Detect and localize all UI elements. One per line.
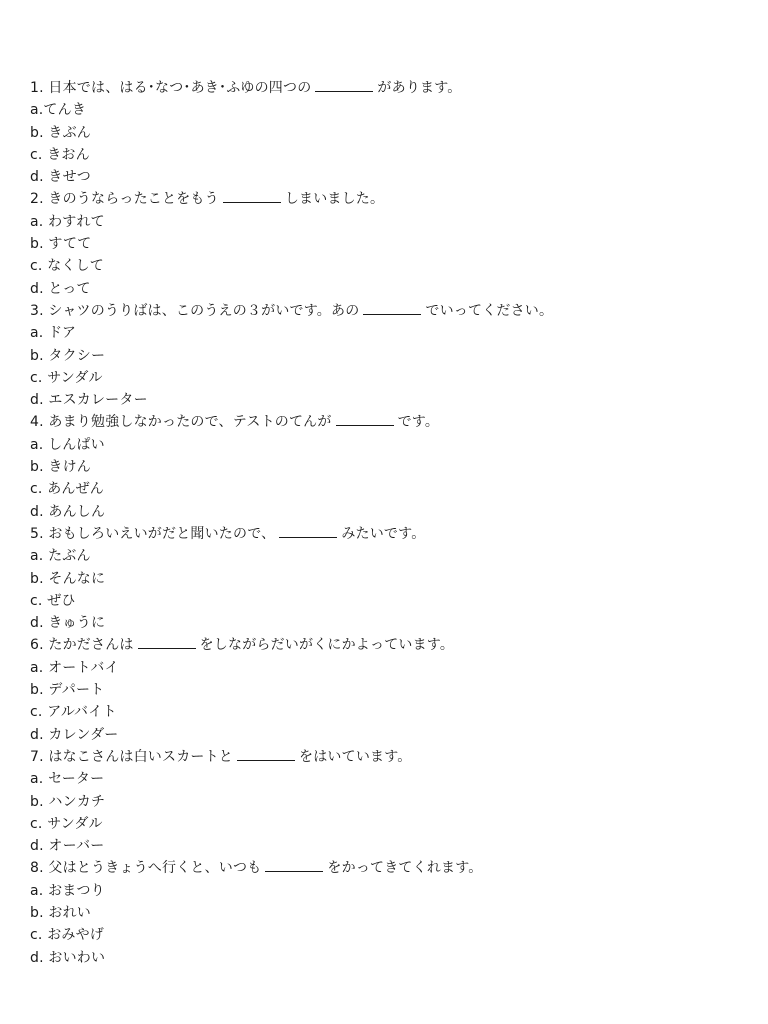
- question-text-before: 6. たかださんは: [30, 637, 134, 654]
- answer-blank: [279, 528, 337, 538]
- answer-option: a. ドア: [30, 325, 77, 342]
- question-text-before: 2. きのうならったことをもう: [30, 191, 219, 208]
- answer-option: c. サンダル: [30, 815, 103, 832]
- answer-option: b. おれい: [30, 904, 91, 921]
- question-stem: [30, 411, 750, 433]
- answer-option: a. しんぱい: [30, 436, 105, 453]
- answer-option: a. おまつり: [30, 882, 105, 899]
- question-text-before: 8. 父はとうきょうへ行くと、いつも: [30, 860, 262, 877]
- question-text-before: 1. 日本では、はる･なつ･あき･ふゆの四つの: [30, 80, 312, 96]
- answer-option: d. とって: [30, 280, 91, 297]
- answer-blank: [223, 193, 281, 203]
- question-stem: [30, 857, 750, 879]
- answer-blank: [336, 416, 394, 426]
- answer-option: a.てんき: [30, 102, 87, 119]
- answer-option: c. きおん: [30, 146, 90, 163]
- answer-option: d. オーバー: [30, 838, 105, 855]
- question-stem: [30, 300, 750, 322]
- question-text-after: をしながらだいがくにかよっています。: [199, 637, 455, 654]
- answer-option: b. デパート: [30, 682, 105, 699]
- answer-option: c. なくして: [30, 258, 104, 275]
- question-text-after: をかってきてくれます。: [327, 860, 483, 877]
- question-stem: [30, 634, 750, 656]
- answer-option: b. すてて: [30, 236, 92, 253]
- question-stem: [30, 746, 750, 768]
- answer-option: c. サンダル: [30, 369, 103, 386]
- answer-option: c. あんぜん: [30, 481, 104, 498]
- answer-option: b. そんなに: [30, 570, 106, 587]
- question-text-before: 3. シャツのうりばは、このうえの３がいです。あの: [30, 302, 360, 319]
- answer-blank: [265, 862, 323, 872]
- answer-option: b. きぶん: [30, 124, 91, 141]
- question-text-before: 4. あまり勉強しなかったので、テストのてんが: [30, 414, 332, 431]
- answer-option: a. オートバイ: [30, 659, 119, 676]
- question-text-after: みたいです。: [341, 525, 426, 542]
- question-text-after: をはいています。: [299, 748, 412, 765]
- answer-option: d. エスカレーター: [30, 392, 148, 409]
- quiz-document: [30, 77, 750, 969]
- answer-option: a. セーター: [30, 771, 105, 788]
- answer-blank: [315, 82, 373, 92]
- answer-option: a. わすれて: [30, 213, 105, 230]
- question-text-before: 5. おもしろいえいがだと聞いたので、: [30, 525, 276, 542]
- answer-blank: [138, 639, 196, 649]
- answer-option: d. きせつ: [30, 169, 91, 186]
- answer-option: b. タクシー: [30, 347, 106, 364]
- answer-option: d. カレンダー: [30, 726, 119, 743]
- answer-blank: [363, 305, 421, 315]
- question-text-after: しまいました。: [284, 191, 385, 208]
- answer-option: b. きけん: [30, 459, 91, 476]
- answer-option: d. きゅうに: [30, 615, 106, 632]
- answer-option: a. たぶん: [30, 548, 91, 565]
- question-text-after: です。: [397, 414, 440, 431]
- answer-blank: [237, 751, 295, 761]
- question-stem: [30, 523, 750, 545]
- answer-option: c. アルバイト: [30, 704, 117, 721]
- answer-option: b. ハンカチ: [30, 793, 106, 810]
- question-text-after: でいってください。: [425, 302, 554, 319]
- answer-option: c. ぜひ: [30, 592, 76, 609]
- answer-option: d. おいわい: [30, 949, 106, 966]
- answer-option: c. おみやげ: [30, 927, 104, 944]
- answer-option: d. あんしん: [30, 503, 106, 520]
- question-stem: [30, 77, 750, 99]
- question-text-before: 7. はなこさんは白いスカートと: [30, 748, 234, 765]
- question-text-after: があります。: [377, 80, 462, 96]
- question-stem: [30, 188, 750, 210]
